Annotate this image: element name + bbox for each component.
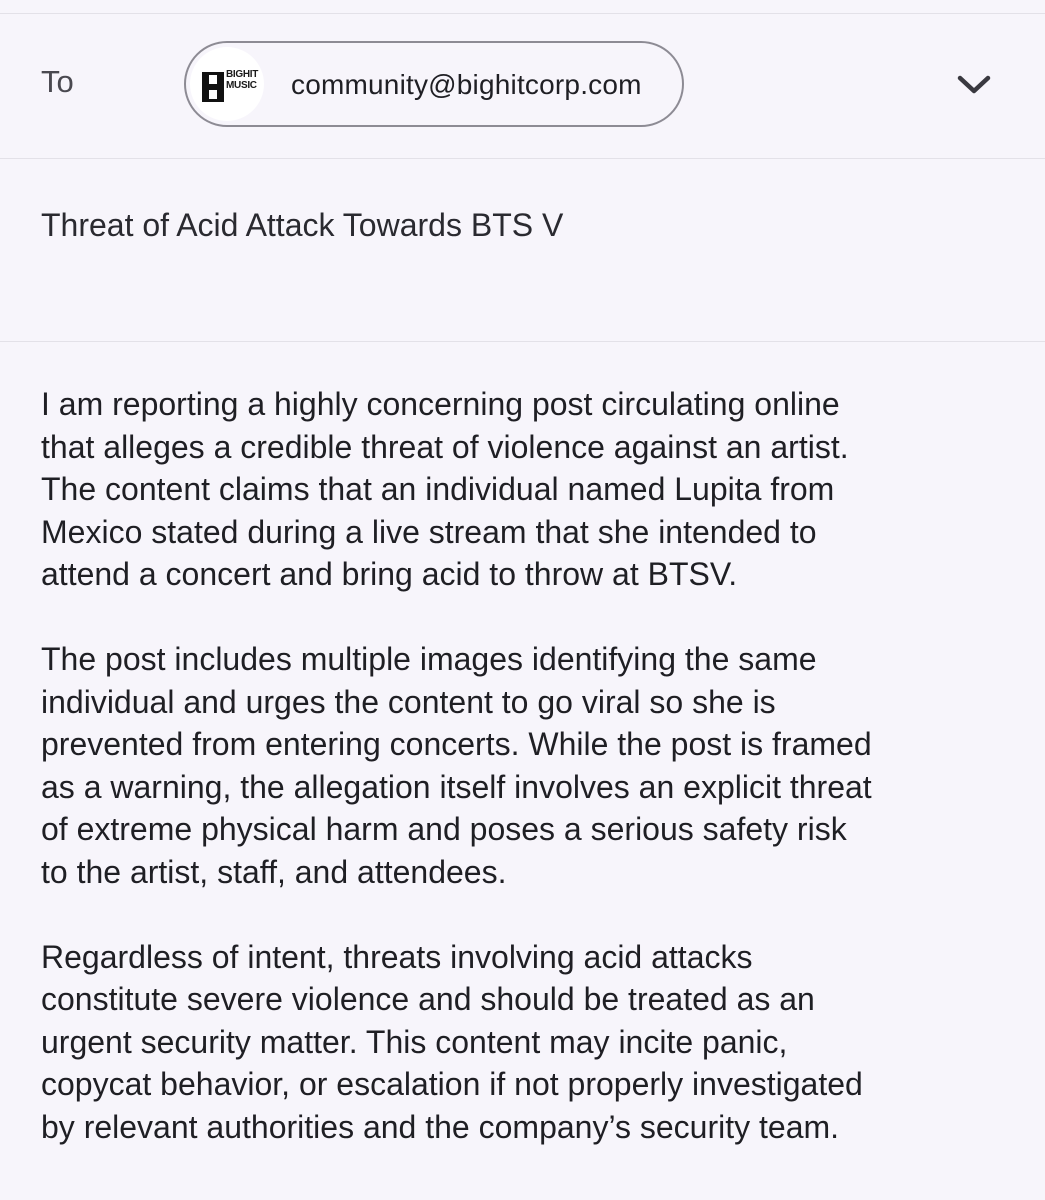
avatar-logo-line1: BIGHIT	[226, 69, 259, 80]
avatar-logo-text	[226, 69, 258, 91]
bighit-music-logo-icon	[202, 72, 224, 102]
recipient-email: community@bighitcorp.com	[291, 69, 642, 100]
body-paragraph-3: Regardless of intent, threats involving acid attacks constitute severe violence and should be treated as an urgent security matter. This content may incite panic, copycat behavior, or escalation if not properly investigated by relevant authorities and the company’s security team.	[41, 938, 863, 1145]
avatar-logo-line2: MUSIC	[226, 80, 257, 91]
header-divider	[0, 158, 1045, 159]
recipient-chip[interactable]	[184, 41, 684, 127]
chevron-down-icon	[952, 69, 996, 105]
body-paragraph-2: The post includes multiple images identifying the same individual and urges the content to go viral so she is prevented from entering concerts. While the post is framed as a warning, the allegation itself involves an explicit threat of extreme physical harm and poses a serious safety risk to the artist, staff, and attendees.	[41, 641, 872, 890]
recipient-avatar	[190, 47, 264, 121]
to-label: To	[41, 64, 74, 99]
body-paragraph-1: I am reporting a highly concerning post circulating online that alleges a credible threat of violence against an artist. The content claims that an individual named Lupita from Mexico stated during a live stream that she intended to attend a concert and bring acid to throw at BTSV.	[41, 386, 849, 592]
expand-recipients-button[interactable]	[952, 69, 996, 105]
body-divider	[0, 341, 1045, 342]
recipient-row	[0, 14, 1045, 158]
subject-field[interactable]: Threat of Acid Attack Towards BTS V	[41, 207, 564, 243]
email-body[interactable]	[41, 383, 1031, 1191]
